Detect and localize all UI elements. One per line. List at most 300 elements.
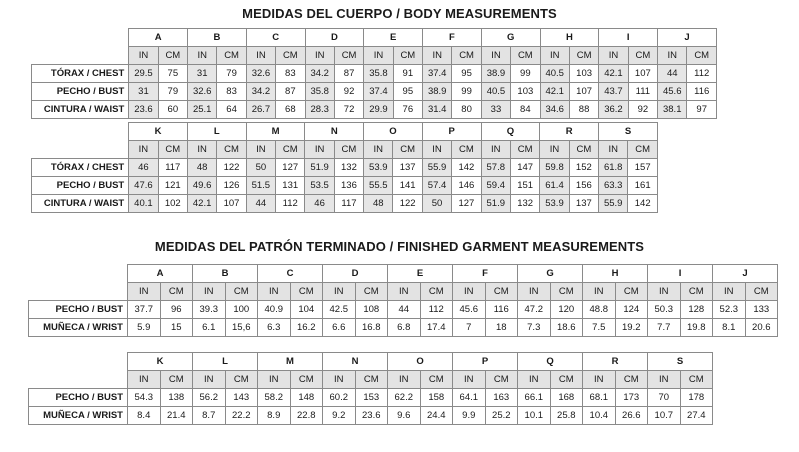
measurement-value: 53.9 — [364, 159, 393, 177]
measurement-value: 55.9 — [599, 195, 628, 213]
measurement-label: MUÑECA / WRIST — [29, 407, 128, 425]
measurement-value: 91 — [393, 65, 422, 83]
measurement-value: 51.5 — [246, 177, 275, 195]
measurement-value: 136 — [334, 177, 363, 195]
size-e-header: E — [364, 29, 423, 47]
measurement-value: 7.5 — [583, 319, 616, 337]
unit-header-row — [32, 47, 717, 65]
blank-cell — [29, 353, 128, 371]
unit-cm-header: CM — [225, 283, 258, 301]
measurement-value: 112 — [420, 301, 453, 319]
measurement-value: 10.4 — [583, 407, 616, 425]
measurement-value: 64 — [217, 101, 246, 119]
unit-in-header: IN — [128, 371, 161, 389]
unit-cm-header: CM — [687, 47, 717, 65]
measurement-value: 8.4 — [128, 407, 161, 425]
measurement-value: 46 — [129, 159, 158, 177]
measurement-value: 52.3 — [713, 301, 746, 319]
measurement-value: 45.6 — [453, 301, 486, 319]
measurement-value: 50 — [422, 195, 451, 213]
size-f-header: F — [423, 29, 482, 47]
unit-cm-header: CM — [420, 283, 453, 301]
measurement-value: 68 — [276, 101, 305, 119]
measurement-value: 84 — [511, 101, 540, 119]
unit-cm-header: CM — [550, 283, 583, 301]
measurement-value: 25.8 — [550, 407, 583, 425]
unit-in-header: IN — [481, 47, 510, 65]
measurement-value: 99 — [452, 83, 481, 101]
measurement-label: PECHO / BUST — [32, 177, 129, 195]
measurement-value: 31.4 — [423, 101, 452, 119]
measurement-value: 76 — [393, 101, 422, 119]
size-c-header: C — [246, 29, 305, 47]
measurement-value: 34.2 — [246, 83, 275, 101]
unit-in-header: IN — [193, 283, 226, 301]
unit-cm-header: CM — [355, 371, 388, 389]
measurement-value: 45.6 — [658, 83, 687, 101]
measurement-label: PECHO / BUST — [29, 301, 128, 319]
measurement-value: 178 — [680, 389, 713, 407]
measurement-value: 148 — [290, 389, 323, 407]
measurement-value: 29.9 — [364, 101, 393, 119]
measurement-value: 141 — [393, 177, 422, 195]
measurement-value: 37.4 — [423, 65, 452, 83]
unit-in-header: IN — [518, 283, 551, 301]
unit-in-header: IN — [518, 371, 551, 389]
measurement-row — [32, 195, 658, 213]
measurement-value: 120 — [550, 301, 583, 319]
measurement-value: 60 — [158, 101, 187, 119]
measurement-value: 138 — [160, 389, 193, 407]
measurement-value: 44 — [388, 301, 421, 319]
measurement-value: 26.7 — [246, 101, 275, 119]
size-g-header: G — [518, 265, 583, 283]
unit-in-header: IN — [583, 283, 616, 301]
size-h-header: H — [583, 265, 648, 283]
unit-cm-header: CM — [160, 371, 193, 389]
size-header-row — [29, 353, 713, 371]
unit-in-header: IN — [453, 283, 486, 301]
unit-header-row — [29, 283, 778, 301]
unit-cm-header: CM — [334, 141, 363, 159]
measurement-value: 63.3 — [599, 177, 628, 195]
measurement-value: 133 — [745, 301, 778, 319]
measurement-value: 55.9 — [422, 159, 451, 177]
measurement-value: 72 — [334, 101, 363, 119]
unit-in-header: IN — [258, 371, 291, 389]
measurement-value: 55.5 — [364, 177, 393, 195]
measurement-value: 10.7 — [648, 407, 681, 425]
measurement-row — [29, 407, 713, 425]
measurement-value: 128 — [680, 301, 713, 319]
measurement-value: 79 — [158, 83, 187, 101]
measurement-value: 28.3 — [305, 101, 334, 119]
measurement-value: 56.2 — [193, 389, 226, 407]
measurement-value: 57.4 — [422, 177, 451, 195]
measurement-value: 38.9 — [423, 83, 452, 101]
measurement-value: 26.6 — [615, 407, 648, 425]
unit-cm-header: CM — [615, 371, 648, 389]
measurement-row — [32, 83, 717, 101]
unit-in-header: IN — [481, 141, 510, 159]
size-i-header: I — [599, 29, 658, 47]
measurement-value: 75 — [158, 65, 187, 83]
size-k-header: K — [129, 123, 188, 141]
measurement-value: 27.4 — [680, 407, 713, 425]
measurement-value: 51.9 — [481, 195, 510, 213]
measurement-value: 79 — [217, 65, 246, 83]
measurement-value: 131 — [276, 177, 305, 195]
unit-cm-header: CM — [334, 47, 363, 65]
measurement-value: 104 — [290, 301, 323, 319]
unit-cm-header: CM — [158, 141, 187, 159]
measurement-value: 62.2 — [388, 389, 421, 407]
size-l-header: L — [193, 353, 258, 371]
unit-cm-header: CM — [276, 141, 305, 159]
garment-measurements-table-a-j — [28, 264, 778, 337]
measurement-value: 88 — [569, 101, 598, 119]
measurement-value: 127 — [276, 159, 305, 177]
size-header-row — [29, 265, 778, 283]
measurement-value: 7.7 — [648, 319, 681, 337]
measurement-value: 107 — [569, 83, 598, 101]
measurement-value: 50.3 — [648, 301, 681, 319]
measurement-value: 151 — [510, 177, 539, 195]
measurement-value: 44 — [246, 195, 275, 213]
measurement-value: 96 — [160, 301, 193, 319]
measurement-value: 23.6 — [129, 101, 158, 119]
measurement-value: 68.1 — [583, 389, 616, 407]
measurement-value: 153 — [355, 389, 388, 407]
size-d-header: D — [305, 29, 364, 47]
measurement-value: 6.3 — [258, 319, 291, 337]
measurement-value: 34.2 — [305, 65, 334, 83]
measurement-row — [32, 177, 658, 195]
measurement-value: 146 — [452, 177, 481, 195]
measurement-value: 25.1 — [188, 101, 217, 119]
measurement-value: 137 — [393, 159, 422, 177]
measurement-value: 48 — [187, 159, 216, 177]
unit-cm-header: CM — [276, 47, 305, 65]
unit-in-header: IN — [187, 141, 216, 159]
measurement-value: 7 — [453, 319, 486, 337]
measurement-value: 87 — [276, 83, 305, 101]
measurement-value: 156 — [569, 177, 598, 195]
measurement-value: 61.8 — [599, 159, 628, 177]
measurement-value: 103 — [511, 83, 540, 101]
unit-in-header: IN — [364, 141, 393, 159]
unit-cm-header: CM — [511, 47, 540, 65]
unit-cm-header: CM — [217, 47, 246, 65]
blank-cell — [32, 123, 129, 141]
measurement-value: 132 — [334, 159, 363, 177]
measurement-value: 83 — [217, 83, 246, 101]
measurement-value: 8.7 — [193, 407, 226, 425]
unit-header-row — [32, 141, 658, 159]
unit-cm-header: CM — [160, 283, 193, 301]
measurement-value: 132 — [510, 195, 539, 213]
unit-cm-header: CM — [355, 283, 388, 301]
size-o-header: O — [364, 123, 423, 141]
measurement-value: 22.2 — [225, 407, 258, 425]
measurement-value: 49.6 — [187, 177, 216, 195]
measurement-value: 64.1 — [453, 389, 486, 407]
measurement-value: 47.2 — [518, 301, 551, 319]
measurement-value: 8.9 — [258, 407, 291, 425]
size-q-header: Q — [481, 123, 540, 141]
unit-cm-header: CM — [569, 141, 598, 159]
size-m-header: M — [246, 123, 305, 141]
measurement-value: 124 — [615, 301, 648, 319]
unit-cm-header: CM — [290, 371, 323, 389]
unit-in-header: IN — [422, 141, 451, 159]
measurement-value: 50 — [246, 159, 275, 177]
measurement-value: 108 — [355, 301, 388, 319]
measurement-value: 40.9 — [258, 301, 291, 319]
measurement-value: 42.5 — [323, 301, 356, 319]
measurement-value: 16.2 — [290, 319, 323, 337]
unit-header-row — [29, 371, 713, 389]
size-a-header: A — [128, 265, 193, 283]
measurement-value: 39.3 — [193, 301, 226, 319]
measurement-value: 8.1 — [713, 319, 746, 337]
measurement-value: 102 — [158, 195, 187, 213]
measurement-value: 107 — [217, 195, 246, 213]
size-e-header: E — [388, 265, 453, 283]
size-c-header: C — [258, 265, 323, 283]
size-r-header: R — [540, 123, 599, 141]
measurement-value: 66.1 — [518, 389, 551, 407]
measurement-value: 92 — [334, 83, 363, 101]
size-m-header: M — [258, 353, 323, 371]
measurement-value: 83 — [276, 65, 305, 83]
size-k-header: K — [128, 353, 193, 371]
size-j-header: J — [713, 265, 778, 283]
blank-cell — [29, 265, 128, 283]
measurement-label: TÓRAX / CHEST — [32, 159, 129, 177]
measurement-value: 19.2 — [615, 319, 648, 337]
size-j-header: J — [658, 29, 717, 47]
measurement-value: 20.6 — [745, 319, 778, 337]
unit-cm-header: CM — [485, 283, 518, 301]
unit-cm-header: CM — [452, 141, 481, 159]
body-measurements-title: MEDIDAS DEL CUERPO / BODY MEASUREMENTS — [242, 6, 557, 21]
measurement-value: 47.6 — [129, 177, 158, 195]
measurement-value: 142 — [628, 195, 658, 213]
size-d-header: D — [323, 265, 388, 283]
measurement-value: 9.9 — [453, 407, 486, 425]
measurement-value: 163 — [485, 389, 518, 407]
unit-cm-header: CM — [217, 141, 246, 159]
measurement-value: 40.5 — [481, 83, 510, 101]
unit-in-header: IN — [128, 283, 161, 301]
measurement-value: 15 — [160, 319, 193, 337]
measurement-value: 43.7 — [599, 83, 628, 101]
measurement-value: 40.1 — [129, 195, 158, 213]
measurement-value: 117 — [334, 195, 363, 213]
blank-cell — [32, 29, 129, 47]
measurement-value: 121 — [158, 177, 187, 195]
unit-cm-header: CM — [158, 47, 187, 65]
measurement-value: 10.1 — [518, 407, 551, 425]
measurement-value: 42.1 — [540, 83, 569, 101]
measurement-value: 92 — [628, 101, 657, 119]
unit-in-header: IN — [388, 371, 421, 389]
measurement-value: 38.1 — [658, 101, 687, 119]
unit-cm-header: CM — [452, 47, 481, 65]
measurement-value: 48 — [364, 195, 393, 213]
measurement-value: 112 — [276, 195, 305, 213]
measurement-value: 32.6 — [188, 83, 217, 101]
measurement-value: 158 — [420, 389, 453, 407]
unit-cm-header: CM — [745, 283, 778, 301]
measurement-value: 51.9 — [305, 159, 334, 177]
unit-in-header: IN — [583, 371, 616, 389]
unit-in-header: IN — [129, 141, 158, 159]
size-b-header: B — [188, 29, 247, 47]
measurement-value: 18 — [485, 319, 518, 337]
measurement-value: 107 — [628, 65, 657, 83]
unit-cm-header: CM — [393, 141, 422, 159]
measurement-label: PECHO / BUST — [29, 389, 128, 407]
measurement-value: 15,6 — [225, 319, 258, 337]
measurement-value: 37.4 — [364, 83, 393, 101]
size-n-header: N — [305, 123, 364, 141]
measurement-value: 9.2 — [323, 407, 356, 425]
size-n-header: N — [323, 353, 388, 371]
measurement-value: 59.4 — [481, 177, 510, 195]
measurement-value: 116 — [687, 83, 717, 101]
measurement-value: 61.4 — [540, 177, 569, 195]
measurement-value: 7.3 — [518, 319, 551, 337]
unit-cm-header: CM — [420, 371, 453, 389]
size-p-header: P — [453, 353, 518, 371]
measurement-value: 111 — [628, 83, 657, 101]
measurement-value: 127 — [452, 195, 481, 213]
size-o-header: O — [388, 353, 453, 371]
measurement-value: 122 — [393, 195, 422, 213]
blank-cell — [32, 47, 129, 65]
measurement-row — [29, 389, 713, 407]
measurement-value: 53.5 — [305, 177, 334, 195]
unit-cm-header: CM — [393, 47, 422, 65]
unit-in-header: IN — [648, 371, 681, 389]
measurement-value: 17.4 — [420, 319, 453, 337]
measurement-value: 6.1 — [193, 319, 226, 337]
measurement-value: 6.6 — [323, 319, 356, 337]
unit-in-header: IN — [423, 47, 452, 65]
unit-cm-header: CM — [510, 141, 539, 159]
measurement-value: 157 — [628, 159, 658, 177]
measurement-value: 99 — [511, 65, 540, 83]
measurement-label: TÓRAX / CHEST — [32, 65, 129, 83]
unit-in-header: IN — [188, 47, 217, 65]
size-s-header: S — [648, 353, 713, 371]
measurement-value: 42.1 — [599, 65, 628, 83]
measurement-value: 80 — [452, 101, 481, 119]
measurement-row — [29, 301, 778, 319]
unit-in-header: IN — [364, 47, 393, 65]
measurement-value: 19.8 — [680, 319, 713, 337]
measurement-value: 103 — [569, 65, 598, 83]
blank-cell — [29, 371, 128, 389]
unit-cm-header: CM — [550, 371, 583, 389]
unit-in-header: IN — [599, 141, 628, 159]
garment-measurements-title: MEDIDAS DEL PATRÓN TERMINADO / FINISHED GARMENT MEASUREMENTS — [154, 239, 645, 254]
measurement-value: 37.7 — [128, 301, 161, 319]
measurement-value: 35.8 — [364, 65, 393, 83]
measurement-value: 142 — [452, 159, 481, 177]
unit-cm-header: CM — [615, 283, 648, 301]
unit-cm-header: CM — [290, 283, 323, 301]
measurement-label: MUÑECA / WRIST — [29, 319, 128, 337]
measurement-value: 9.6 — [388, 407, 421, 425]
measurement-row — [32, 159, 658, 177]
measurement-value: 21.4 — [160, 407, 193, 425]
measurement-value: 25.2 — [485, 407, 518, 425]
unit-in-header: IN — [599, 47, 628, 65]
size-p-header: P — [422, 123, 481, 141]
measurement-value: 137 — [569, 195, 598, 213]
size-b-header: B — [193, 265, 258, 283]
measurement-value: 173 — [615, 389, 648, 407]
measurement-value: 5.9 — [128, 319, 161, 337]
unit-cm-header: CM — [628, 141, 658, 159]
measurement-value: 87 — [334, 65, 363, 83]
size-g-header: G — [481, 29, 540, 47]
unit-in-header: IN — [129, 47, 158, 65]
measurement-value: 36.2 — [599, 101, 628, 119]
unit-cm-header: CM — [680, 283, 713, 301]
measurement-value: 6.8 — [388, 319, 421, 337]
measurement-value: 58.2 — [258, 389, 291, 407]
measurement-row — [32, 65, 717, 83]
blank-cell — [29, 283, 128, 301]
measurement-value: 46 — [305, 195, 334, 213]
measurement-value: 24.4 — [420, 407, 453, 425]
measurement-value: 33 — [481, 101, 510, 119]
unit-in-header: IN — [648, 283, 681, 301]
unit-in-header: IN — [658, 47, 687, 65]
measurement-value: 16.8 — [355, 319, 388, 337]
size-f-header: F — [453, 265, 518, 283]
measurement-value: 31 — [188, 65, 217, 83]
measurement-value: 31 — [129, 83, 158, 101]
measurement-value: 54.3 — [128, 389, 161, 407]
measurement-label: PECHO / BUST — [32, 83, 129, 101]
measurement-label: CINTURA / WAIST — [32, 101, 129, 119]
unit-in-header: IN — [258, 283, 291, 301]
blank-cell — [32, 141, 129, 159]
measurement-value: 22.8 — [290, 407, 323, 425]
unit-in-header: IN — [193, 371, 226, 389]
measurement-value: 23.6 — [355, 407, 388, 425]
body-measurements-table-k-s — [31, 122, 658, 213]
measurement-value: 40.5 — [540, 65, 569, 83]
measurement-value: 42.1 — [187, 195, 216, 213]
unit-cm-header: CM — [485, 371, 518, 389]
measurement-value: 116 — [485, 301, 518, 319]
measurement-value: 57.8 — [481, 159, 510, 177]
unit-cm-header: CM — [628, 47, 657, 65]
measurement-value: 38.9 — [481, 65, 510, 83]
measurement-value: 34.6 — [540, 101, 569, 119]
unit-in-header: IN — [540, 141, 569, 159]
unit-in-header: IN — [323, 371, 356, 389]
measurement-label: CINTURA / WAIST — [32, 195, 129, 213]
measurement-value: 126 — [217, 177, 246, 195]
size-l-header: L — [187, 123, 246, 141]
